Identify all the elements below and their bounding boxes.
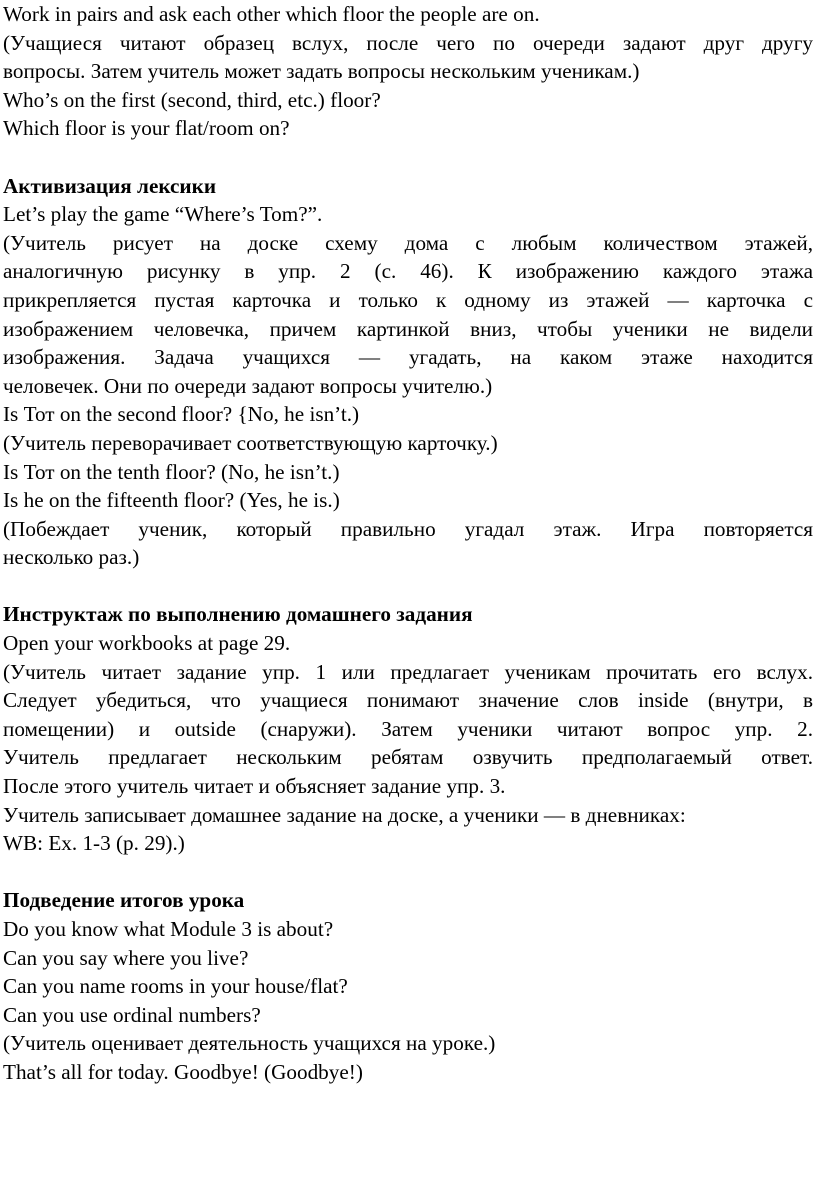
homework-open-line: Open your workbooks at page 29. — [3, 631, 291, 656]
vocab-note-line: (Учитель рисует на доске схему дома с любым количеством этажей, — [3, 230, 813, 255]
summary-question: Can you name rooms in your house/flat? — [3, 974, 348, 999]
document-page — [3, 0, 813, 1087]
vocab-end-line: несколько раз.) — [3, 545, 140, 570]
summary-question: Do you know what Module 3 is about? — [3, 917, 334, 941]
homework-note-line: Учитель предлагает нескольким ребятам озвучить предполагаемый ответ. — [3, 745, 813, 770]
homework-section — [3, 600, 813, 857]
summary-question: Can you use ordinal numbers? — [3, 1002, 261, 1027]
summary-goodbye: That’s all for today. Goodbye! (Goodbye!) — [3, 1059, 363, 1084]
intro-section — [3, 0, 813, 143]
blank-line — [3, 143, 813, 172]
summary-note: (Учитель оценивает деятельность учащихся на уроке.) — [3, 1031, 496, 1056]
homework-wb-line: WB: Ex. 1-3 (p. 29).) — [3, 831, 185, 856]
homework-note-line: Следует убедиться, что учащиеся понимают значение слов inside (внутри, в — [3, 688, 813, 713]
dialogue-line: (Учитель переворачивает соответствующую карточку.) — [3, 430, 498, 455]
blank-line — [3, 858, 813, 887]
homework-heading: Инструктаж по выполнению домашнего задания — [3, 602, 473, 627]
vocab-end-line: (Побеждает ученик, который правильно угадал этаж. Игра повторяется — [3, 516, 813, 541]
vocab-note-line: изображением человечка, причем картинкой вниз, чтобы ученики не видели — [3, 316, 813, 341]
vocab-note-line: изображения. Задача учащихся — угадать, на каком этаже находится — [3, 345, 813, 370]
dialogue-line: Is Тот on the tenth floor? (No, he isn’t.) — [3, 459, 340, 484]
vocab-note-line: человечек. Они по очереди задают вопросы учителю.) — [3, 373, 493, 398]
vocab-heading: Активизация лексики — [3, 173, 217, 198]
intro-task: Work in pairs and ask each other which floor the people are on. — [3, 2, 540, 26]
vocab-section — [3, 172, 813, 572]
homework-note-line: После этого учитель читает и объясняет задание упр. 3. — [3, 774, 506, 799]
intro-note-line: вопросы. Затем учитель может задать вопросы нескольким ученикам.) — [3, 59, 640, 84]
homework-board-line: Учитель записывает домашнее задание на доске, а ученики — в дневниках: — [3, 802, 686, 827]
homework-note-line: (Учитель читает задание упр. 1 или предлагает ученикам прочитать его вслух. — [3, 659, 813, 684]
intro-question: Which floor is your flat/room on? — [3, 116, 290, 141]
vocab-game-line: Let’s play the game “Where’s Tom?”. — [3, 202, 323, 227]
summary-heading: Подведение итогов урока — [3, 888, 245, 913]
dialogue-line: Is Тот on the second floor? {No, he isn’t.) — [3, 402, 360, 427]
dialogue-line: Is he on the fifteenth floor? (Yes, he is.) — [3, 488, 340, 513]
intro-question: Who’s on the first (second, third, etc.) floor? — [3, 87, 381, 112]
summary-section — [3, 886, 813, 1086]
vocab-note-line: аналогичную рисунку в упр. 2 (с. 46). К изображению каждого этажа — [3, 259, 813, 284]
blank-line — [3, 572, 813, 601]
summary-question: Can you say where you live? — [3, 945, 249, 970]
vocab-note-line: прикрепляется пустая карточка и только к одному из этажей — карточка с — [3, 287, 813, 312]
intro-note-line: (Учащиеся читают образец вслух, после чего по очереди задают друг другу — [3, 30, 813, 55]
homework-note-line: помещении) и outside (снаружи). Затем ученики читают вопрос упр. 2. — [3, 716, 813, 741]
